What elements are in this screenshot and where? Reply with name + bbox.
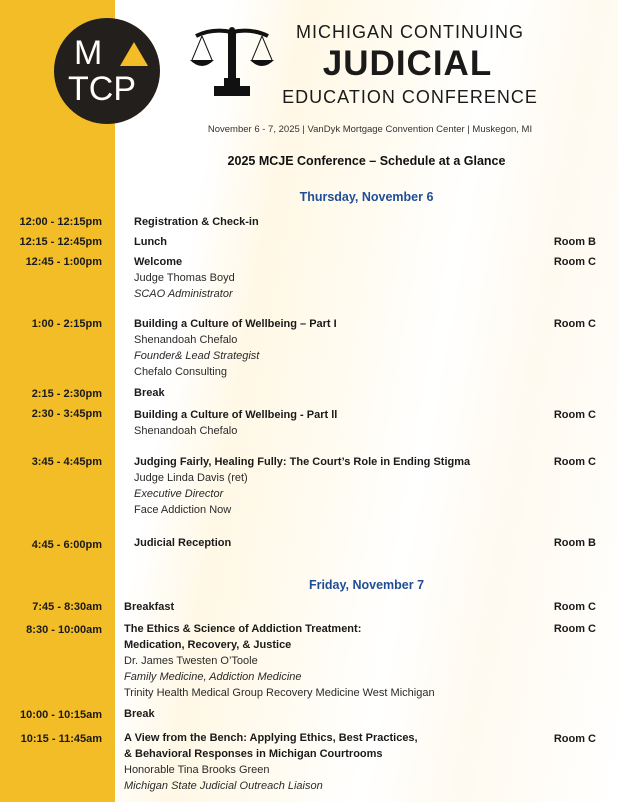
speaker-name: Judge Linda Davis (ret) xyxy=(134,472,248,484)
session-name: Welcome xyxy=(134,256,183,268)
schedule-title: 2025 MCJE Conference – Schedule at a Glance xyxy=(227,154,506,168)
speaker-title: Michigan State Judicial Outreach Liaison xyxy=(124,780,323,792)
logo-letters-tcp: TCP xyxy=(68,70,136,108)
session-name: A View from the Bench: Applying Ethics, Best Practices, xyxy=(124,732,418,744)
session-name: Break xyxy=(134,387,165,399)
session-time: 3:45 - 4:45pm xyxy=(31,456,102,468)
scales-of-justice-icon xyxy=(190,22,274,100)
session-name: Lunch xyxy=(134,236,167,248)
speaker-organization: Trinity Health Medical Group Recovery Medicine West Michigan xyxy=(124,687,435,699)
conference-title-line-2: JUDICIAL xyxy=(322,44,493,83)
day-heading-thursday: Thursday, November 6 xyxy=(299,190,434,204)
session-name: Judicial Reception xyxy=(134,537,232,549)
speaker-organization: Face Addiction Now xyxy=(134,504,232,516)
matcp-logo xyxy=(54,18,160,124)
session-time: 7:45 - 8:30am xyxy=(32,601,102,613)
session-time: 12:15 - 12:45pm xyxy=(19,236,102,248)
session-room: Room C xyxy=(553,409,596,421)
conference-title-line-3: EDUCATION CONFERENCE xyxy=(282,87,538,107)
session-time: 12:00 - 12:15pm xyxy=(19,216,102,228)
session-room: Room C xyxy=(553,456,596,468)
session-name: Breakfast xyxy=(124,601,175,613)
session-name: Building a Culture of Wellbeing – Part I xyxy=(134,318,337,330)
speaker-name: Judge Thomas Boyd xyxy=(134,272,235,284)
session-time: 10:00 - 10:15am xyxy=(20,709,102,721)
session-room: Room C xyxy=(553,623,596,635)
session-room: Room C xyxy=(553,601,596,613)
session-time: 12:45 - 1:00pm xyxy=(25,256,102,268)
speaker-title: SCAO Administrator xyxy=(134,288,233,300)
speaker-name: Shenandoah Chefalo xyxy=(134,425,238,437)
session-name-cont: & Behavioral Responses in Michigan Courtrooms xyxy=(124,748,383,760)
speaker-name: Dr. James Twesten O’Toole xyxy=(124,655,258,667)
triangle-logo-icon xyxy=(120,42,148,66)
session-time: 8:30 - 10:00am xyxy=(26,624,102,636)
session-room: Room B xyxy=(553,537,596,549)
logo-letter-m: M xyxy=(74,34,103,72)
session-name-cont: Medication, Recovery, & Justice xyxy=(124,639,292,651)
session-time: 4:45 - 6:00pm xyxy=(31,539,102,551)
session-room: Room B xyxy=(553,236,596,248)
speaker-title: Founder& Lead Strategist xyxy=(134,350,260,362)
session-name: Building a Culture of Wellbeing - Part ll xyxy=(134,409,338,421)
session-name: Registration & Check-in xyxy=(134,216,259,228)
speaker-title: Executive Director xyxy=(134,488,224,500)
session-room: Room C xyxy=(553,733,596,745)
session-room: Room C xyxy=(553,318,596,330)
session-name: Break xyxy=(124,708,155,720)
conference-title-line-1: MICHIGAN CONTINUING xyxy=(296,22,524,42)
speaker-organization: Chefalo Consulting xyxy=(134,366,227,378)
day-heading-friday: Friday, November 7 xyxy=(308,578,425,592)
session-name: The Ethics & Science of Addiction Treatment: xyxy=(124,623,362,635)
session-name: Judging Fairly, Healing Fully: The Court’s Role in Ending Stigma xyxy=(134,456,471,468)
session-time: 2:30 - 3:45pm xyxy=(31,408,102,420)
speaker-name: Shenandoah Chefalo xyxy=(134,334,238,346)
speaker-title: Family Medicine, Addiction Medicine xyxy=(124,671,302,683)
conference-date-location: November 6 - 7, 2025 | VanDyk Mortgage Convention Center | Muskegon, MI xyxy=(207,124,533,135)
session-time: 10:15 - 11:45am xyxy=(20,733,102,745)
speaker-name: Honorable Tina Brooks Green xyxy=(124,764,270,776)
session-room: Room C xyxy=(553,256,596,268)
session-time: 1:00 - 2:15pm xyxy=(31,318,102,330)
session-time: 2:15 - 2:30pm xyxy=(31,388,102,400)
